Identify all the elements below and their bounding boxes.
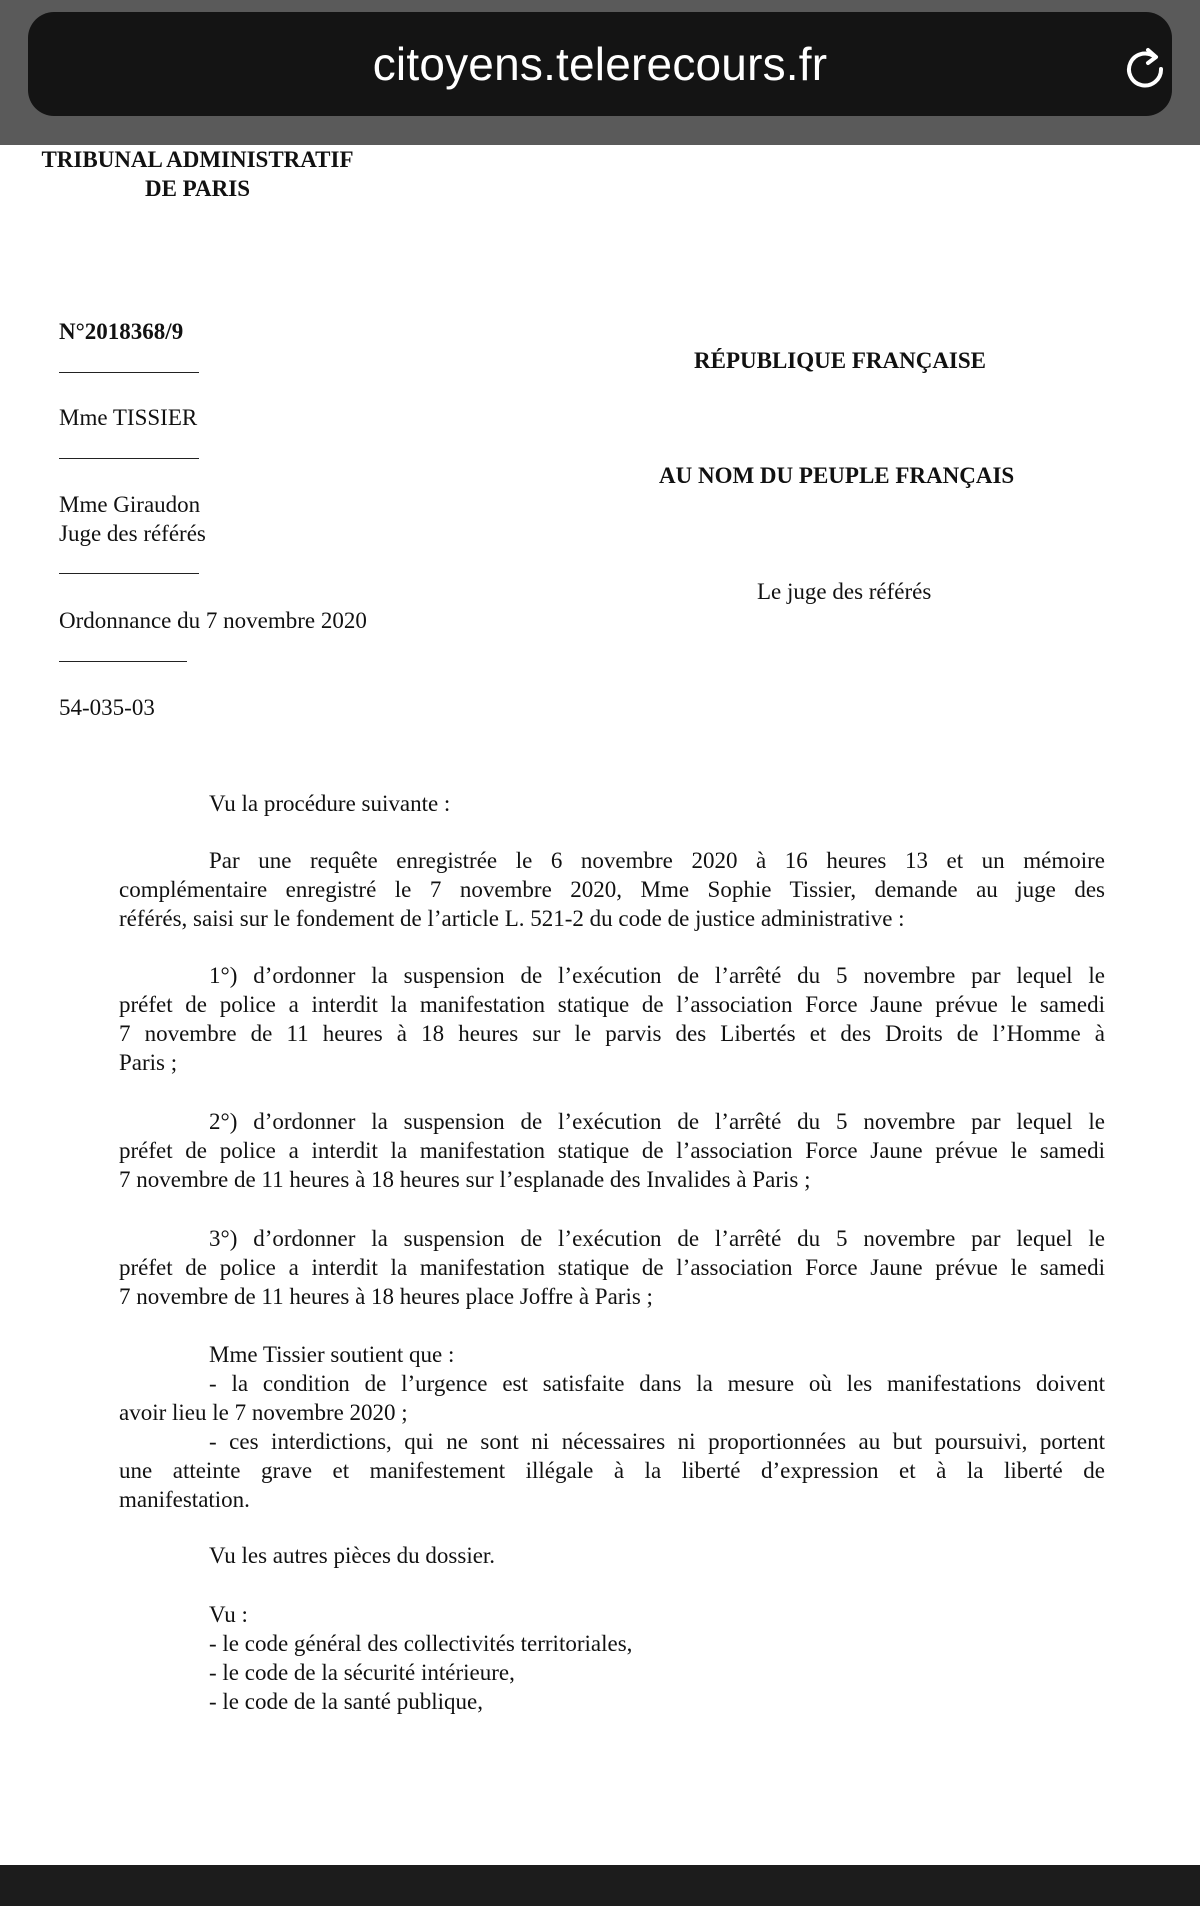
court-name: TRIBUNAL ADMINISTRATIF DE PARIS [41, 147, 354, 201]
document-page [0, 145, 1200, 1865]
separator-rule [59, 661, 187, 662]
people-heading: AU NOM DU PEUPLE FRANÇAIS [659, 463, 1015, 488]
address-bar[interactable] [28, 12, 1172, 116]
code-item: - le code général des collectivités territoriales, [209, 1631, 633, 1656]
point-1-paragraph: 1°) d’ordonner la suspension de l’exécution de l’arrêté du 5 novembre par lequel le préfet de police a interdit la manifestation statique de l’association Force Jaune prévue le samedi 7 novembre de 11 heures à 18 heures sur le parvis des Libertés et des Droits de l’Homme à Paris ; [119, 963, 1105, 1075]
bottom-toolbar [0, 1865, 1200, 1906]
case-number: N°2018368/9 [59, 319, 184, 344]
code-item: - le code de la sécurité intérieure, [209, 1660, 515, 1685]
code-item: - le code de la santé publique, [209, 1689, 483, 1714]
order-date: Ordonnance du 7 novembre 2020 [59, 608, 367, 633]
classification-code: 54-035-03 [59, 695, 155, 720]
url-text: citoyens.telerecours.fr [372, 38, 828, 90]
judge-heading: Le juge des référés [757, 579, 932, 604]
separator-rule [59, 573, 199, 574]
separator-rule [59, 372, 199, 373]
vu-heading: Vu : [209, 1602, 248, 1627]
other-documents: Vu les autres pièces du dossier. [209, 1543, 496, 1568]
judge-title: Juge des référés [59, 521, 206, 546]
request-paragraph: Par une requête enregistrée le 6 novembre 2020 à 16 heures 13 et un mémoire complémentaire enregistré le 7 novembre 2020, Mme Sophie Tissier, demande au juge des référés, saisi sur le fondement de l’article L. 521-2 du code de justice administrative : [119, 848, 1105, 931]
reload-icon[interactable] [1122, 46, 1168, 92]
point-2-paragraph: 2°) d’ordonner la suspension de l’exécution de l’arrêté du 5 novembre par lequel le préfet de police a interdit la manifestation statique de l’association Force Jaune prévue le samedi 7 novembre de 11 heures à 18 heures sur l’esplanade des Invalides à Paris ; [119, 1109, 1105, 1192]
republic-heading: RÉPUBLIQUE FRANÇAISE [694, 348, 987, 373]
party-name: Mme TISSIER [59, 405, 198, 430]
judge-name: Mme Giraudon [59, 492, 201, 517]
procedure-intro: Vu la procédure suivante : [209, 791, 451, 816]
browser-toolbar [0, 0, 1200, 145]
arguments-paragraph: Mme Tissier soutient que : - la condition de l’urgence est satisfaite dans la mesure où les manifestations doivent avoir lieu le 7 novembre 2020 ; - ces interdictions, qui ne sont ni nécessaires ni proportionnées au but poursuivi, portent une atteinte grave et manifestement illégale à la liberté d’expression et à la liberté de manifestation. [119, 1342, 1105, 1512]
point-3-paragraph: 3°) d’ordonner la suspension de l’exécution de l’arrêté du 5 novembre par lequel le préfet de police a interdit la manifestation statique de l’association Force Jaune prévue le samedi 7 novembre de 11 heures à 18 heures place Joffre à Paris ; [119, 1226, 1105, 1309]
separator-rule [59, 458, 199, 459]
